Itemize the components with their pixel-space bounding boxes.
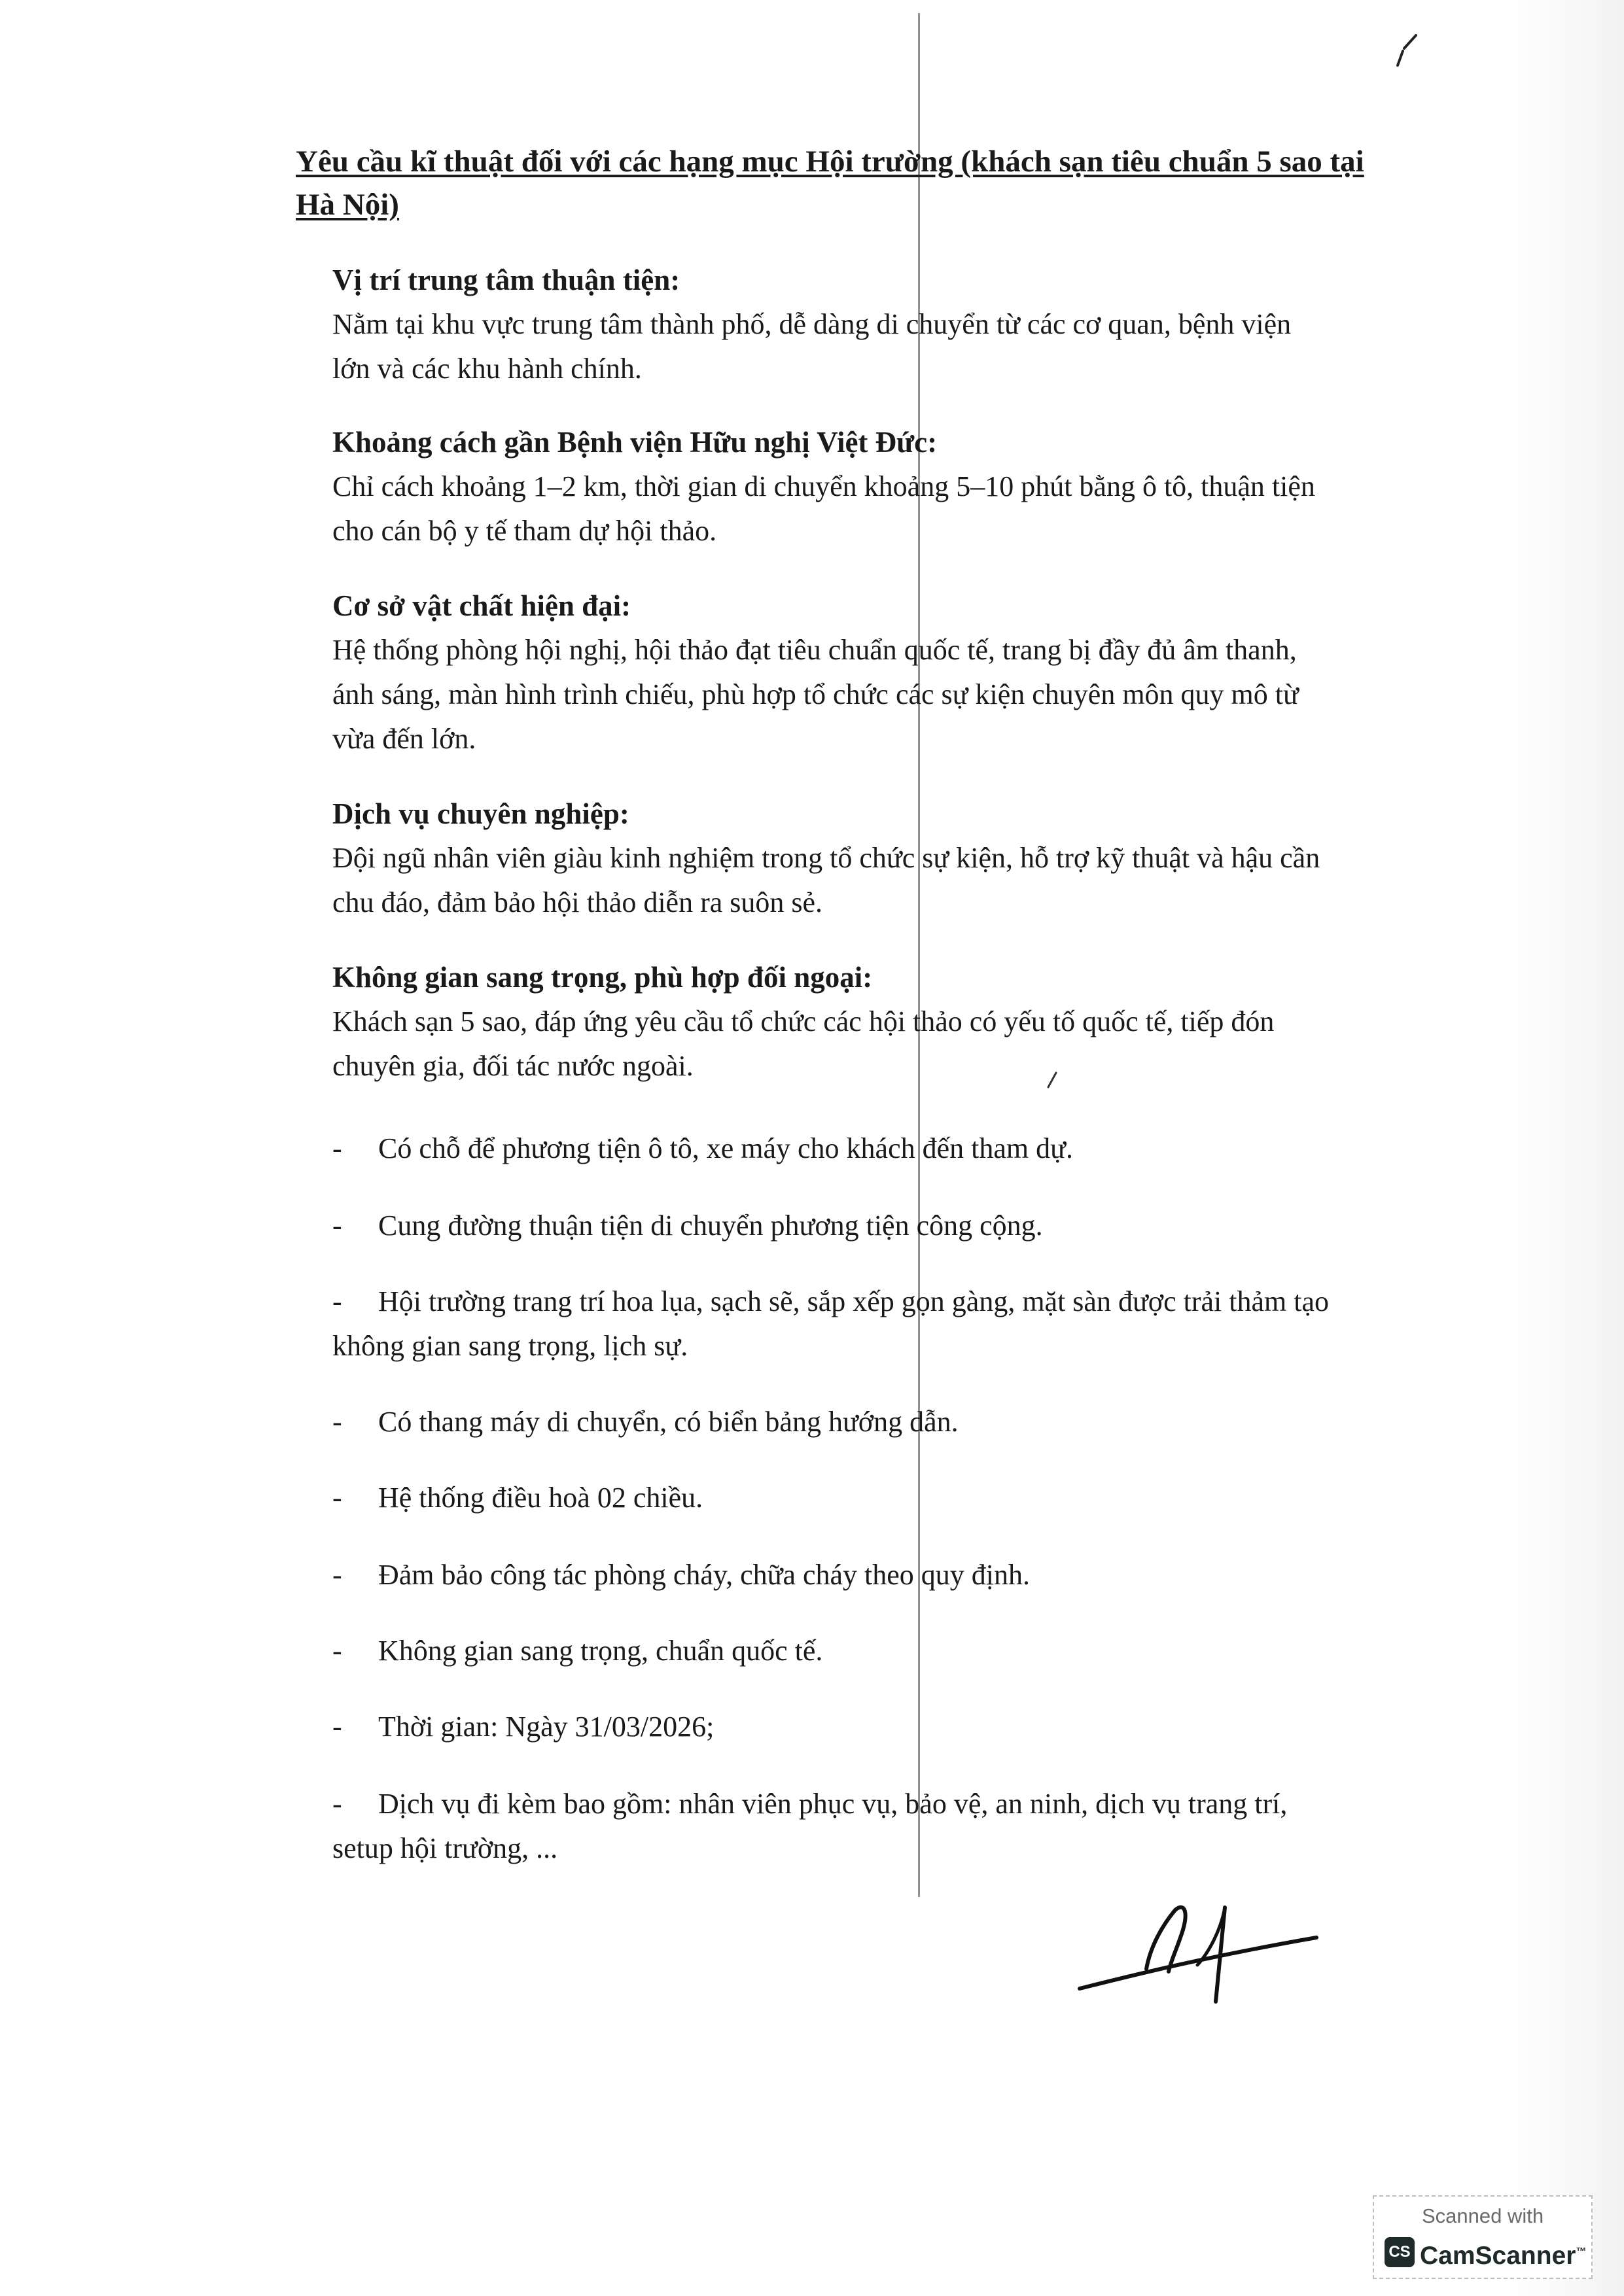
bullet-marker: -	[332, 1285, 342, 1317]
section-professional-service	[332, 791, 1405, 925]
bullet-item	[332, 1400, 1405, 1444]
bullet-text: Có chỗ để phương tiện ô tô, xe máy cho khách đến tham dự.	[378, 1132, 1073, 1164]
section-heading: Cơ sở vật chất hiện đại:	[332, 589, 631, 622]
bullet-item	[332, 1705, 1405, 1749]
section-heading: Khoảng cách gần Bệnh viện Hữu nghị Việt Đức:	[332, 426, 938, 459]
bullet-item	[332, 1204, 1405, 1248]
document-title: Yêu cầu kĩ thuật đối với các hạng mục Hội trường (khách sạn tiêu chuẩn 5 sao tại Hà Nội)	[296, 145, 1364, 222]
bullet-text: Đảm bảo công tác phòng cháy, chữa cháy theo quy định.	[378, 1559, 1031, 1591]
section-line: chu đáo, đảm bảo hội thảo diễn ra suôn sẻ.	[332, 886, 823, 918]
trademark-symbol: ™	[1576, 2246, 1587, 2257]
bullet-marker: -	[332, 1788, 342, 1820]
section-central-location	[332, 258, 1405, 391]
section-line: Chỉ cách khoảng 1–2 km, thời gian di chuyển khoảng 5–10 phút bằng ô tô, thuận tiện	[332, 470, 1315, 502]
camscanner-logo-icon: CS	[1385, 2237, 1415, 2267]
bullet-marker: -	[332, 1132, 342, 1164]
bullet-text: Dịch vụ đi kèm bao gồm: nhân viên phục vụ, bảo vệ, an ninh, dịch vụ trang trí,	[378, 1788, 1288, 1820]
watermark-brand	[1420, 2237, 1586, 2271]
section-line: cho cán bộ y tế tham dự hội thảo.	[332, 515, 717, 547]
bullet-marker: -	[332, 1209, 342, 1242]
bullet-marker: -	[332, 1482, 342, 1514]
section-hospital-distance	[332, 420, 1405, 553]
bullet-item	[332, 1629, 1405, 1673]
bullet-text-continued: không gian sang trọng, lịch sự.	[332, 1330, 688, 1362]
section-facilities	[332, 583, 1405, 761]
bullet-text: Không gian sang trọng, chuẩn quốc tế.	[378, 1635, 823, 1667]
bullet-text: Cung đường thuận tiện di chuyển phương tiện công cộng.	[378, 1209, 1043, 1242]
pen-mark	[1046, 1070, 1059, 1090]
bullet-marker: -	[332, 1711, 342, 1743]
section-heading: Không gian sang trọng, phù hợp đối ngoại:	[332, 961, 873, 994]
bullet-item	[332, 1279, 1405, 1368]
watermark-caption: Scanned with	[1421, 2204, 1544, 2227]
bullet-item	[332, 1553, 1405, 1597]
bullet-marker: -	[332, 1406, 342, 1438]
section-luxury-space	[332, 955, 1405, 1088]
bullet-text-continued: setup hội trường, ...	[332, 1832, 558, 1864]
section-heading: Dịch vụ chuyên nghiệp:	[332, 797, 629, 830]
bullet-text: Hệ thống điều hoà 02 chiều.	[378, 1482, 703, 1514]
section-line: lớn và các khu hành chính.	[332, 353, 642, 385]
bullet-text: Thời gian: Ngày 31/03/2026;	[378, 1711, 715, 1743]
section-line: Đội ngũ nhân viên giàu kinh nghiệm trong tổ chức sự kiện, hỗ trợ kỹ thuật và hậu cần	[332, 842, 1320, 874]
watermark-brand-name: CamScanner	[1420, 2242, 1576, 2270]
section-heading: Vị trí trung tâm thuận tiện:	[332, 264, 680, 296]
bullet-item	[332, 1476, 1405, 1520]
handwritten-signature	[1073, 1884, 1335, 2015]
bullet-text: Có thang máy di chuyển, có biển bảng hướng dẫn.	[378, 1406, 959, 1438]
bullet-text: Hội trường trang trí hoa lụa, sạch sẽ, sắp xếp gọn gàng, mặt sàn được trải thảm tạo	[378, 1285, 1329, 1317]
scanned-page-edge	[1500, 0, 1624, 2296]
bullet-item	[332, 1126, 1405, 1171]
section-line: Hệ thống phòng hội nghị, hội thảo đạt tiêu chuẩn quốc tế, trang bị đầy đủ âm thanh,	[332, 634, 1297, 666]
section-line: Nằm tại khu vực trung tâm thành phố, dễ dàng di chuyển từ các cơ quan, bệnh viện	[332, 308, 1292, 340]
section-line: chuyên gia, đối tác nước ngoài.	[332, 1050, 694, 1082]
bullet-item	[332, 1782, 1405, 1871]
section-line: ánh sáng, màn hình trình chiếu, phù hợp tổ chức các sự kiện chuyên môn quy mô từ	[332, 678, 1299, 710]
bullet-marker: -	[332, 1559, 342, 1591]
section-line: Khách sạn 5 sao, đáp ứng yêu cầu tổ chức các hội thảo có yếu tố quốc tế, tiếp đón	[332, 1005, 1275, 1037]
bullet-marker: -	[332, 1635, 342, 1667]
section-line: vừa đến lớn.	[332, 723, 476, 755]
camscanner-watermark	[1373, 2195, 1593, 2279]
pen-mark	[1394, 31, 1420, 71]
